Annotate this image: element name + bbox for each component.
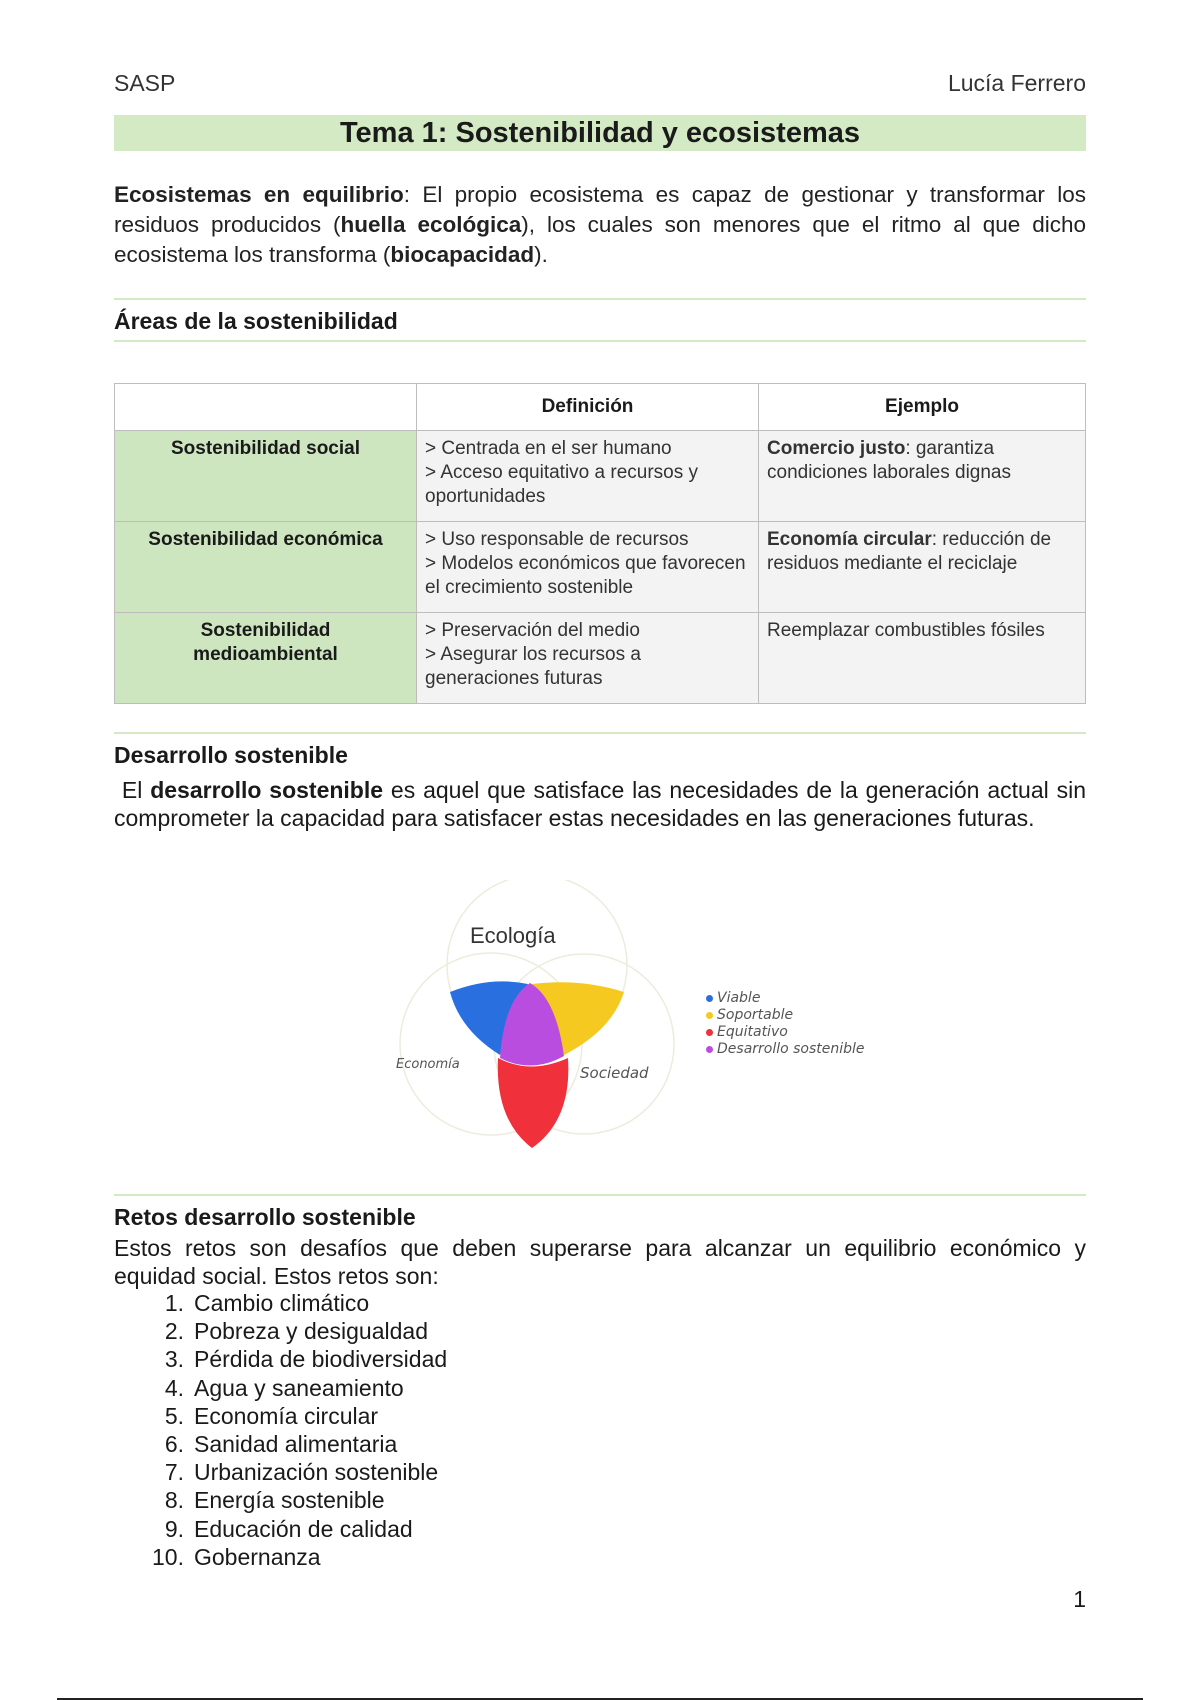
list-item-number: 4.: [164, 1374, 184, 1401]
list-item-label: Sanidad alimentaria: [194, 1431, 398, 1458]
list-item: [144, 1543, 447, 1571]
list-item: [144, 1345, 447, 1373]
desarrollo-pre: El: [114, 777, 151, 803]
desarrollo-text: es aquel que satisface las necesidades de la generación actual sin comprometer la capacidad para satisfacer estas necesidades en las generaciones futuras.: [114, 777, 1086, 831]
list-item-number: 6.: [164, 1431, 184, 1458]
intro-paragraph: [114, 180, 1086, 270]
section-divider: [114, 340, 1086, 342]
legend-item: [706, 990, 865, 1007]
definition-line: > Preservación del medio: [425, 620, 640, 641]
list-item-label: Agua y saneamiento: [194, 1374, 404, 1401]
list-item-number: 7.: [164, 1459, 184, 1486]
legend-label: Soportable: [717, 1007, 794, 1023]
example-term: Economía circular: [767, 529, 932, 550]
list-item-label: Cambio climático: [194, 1290, 370, 1316]
row-name: Sostenibilidad medioambiental: [115, 613, 417, 704]
venn-region-equitativo: [498, 1058, 569, 1148]
list-item-number: 1.: [164, 1290, 184, 1316]
list-item-number: 9.: [164, 1515, 184, 1542]
legend-item: [706, 1024, 865, 1041]
list-item-label: Urbanización sostenible: [194, 1459, 439, 1486]
header-author: Lucía Ferrero: [947, 70, 1086, 96]
list-item: [144, 1515, 447, 1543]
table-row: [115, 431, 1086, 522]
example-text: Reemplazar combustibles fósiles: [767, 620, 1045, 641]
page-number: 1: [1073, 1586, 1086, 1612]
list-item: [144, 1458, 447, 1486]
legend-label: Viable: [717, 990, 761, 1006]
section-heading-retos: Retos desarrollo sostenible: [114, 1204, 416, 1230]
list-item-label: Educación de calidad: [194, 1515, 413, 1542]
list-item-number: 5.: [164, 1402, 184, 1429]
venn-label-economia: Economía: [396, 1057, 460, 1072]
header-course: SASP: [114, 70, 176, 96]
definition-line: > Uso responsable de recursos: [425, 529, 689, 550]
table-header-cell: [115, 384, 417, 431]
legend-label: Desarrollo sostenible: [717, 1041, 865, 1057]
legend-item: [706, 1041, 865, 1058]
example-term: Comercio justo: [767, 438, 906, 459]
list-item-number: 8.: [164, 1487, 184, 1514]
desarrollo-paragraph: [114, 776, 1086, 832]
areas-table: [114, 383, 1086, 704]
definition-line: > Modelos económicos que favorecen el crecimiento sostenible: [425, 553, 746, 598]
row-name: Sostenibilidad económica: [115, 522, 417, 613]
row-definition: [417, 431, 759, 522]
row-example: [759, 431, 1086, 522]
venn-label-sociedad: Sociedad: [580, 1064, 649, 1082]
list-item: [144, 1374, 447, 1402]
list-item-label: Gobernanza: [194, 1543, 321, 1570]
row-example: [759, 613, 1086, 704]
list-item-label: Energía sostenible: [194, 1487, 385, 1514]
legend-item: [706, 1007, 865, 1024]
venn-legend: [706, 990, 865, 1058]
legend-dot-icon: [706, 1046, 713, 1053]
legend-dot-icon: [706, 1029, 713, 1036]
intro-term: Ecosistemas en equilibrio: [114, 182, 404, 207]
definition-line: > Centrada en el ser humano: [425, 438, 672, 459]
table-row: [115, 613, 1086, 704]
legend-label: Equitativo: [717, 1024, 788, 1040]
example-text: : garantiza condiciones laborales dignas: [767, 438, 1011, 483]
section-heading-desarrollo: Desarrollo sostenible: [114, 742, 348, 768]
section-desarrollo: [114, 732, 1086, 770]
list-item-number: 3.: [164, 1346, 184, 1373]
row-name: Sostenibilidad social: [115, 431, 417, 522]
venn-diagram: [380, 880, 700, 1180]
list-item-label: Pérdida de biodiversidad: [194, 1346, 448, 1373]
section-areas: [114, 298, 1086, 342]
table-row: [115, 522, 1086, 613]
intro-term: huella ecológica: [340, 212, 522, 237]
venn-label-ecologia: Ecología: [470, 923, 556, 948]
list-item-number: 10.: [152, 1543, 184, 1570]
list-item-label: Pobreza y desigualdad: [194, 1318, 428, 1345]
legend-dot-icon: [706, 1012, 713, 1019]
row-definition: [417, 613, 759, 704]
retos-paragraph: Estos retos son desafíos que deben superarse para alcanzar un equilibrio económico y equidad social. Estos retos son:: [114, 1235, 1086, 1289]
list-item: [144, 1486, 447, 1514]
list-item-label: Economía circular: [194, 1402, 379, 1429]
definition-line: > Asegurar los recursos a generaciones futuras: [425, 644, 641, 689]
intro-term: biocapacidad: [390, 242, 535, 267]
row-definition: [417, 522, 759, 613]
list-item: [144, 1430, 447, 1458]
section-heading-areas: Áreas de la sostenibilidad: [114, 308, 398, 334]
list-item: [144, 1317, 447, 1345]
list-item: [144, 1402, 447, 1430]
example-text: : reducción de residuos mediante el reciclaje: [767, 529, 1052, 574]
table-header-cell: Ejemplo: [759, 384, 1086, 431]
table-header-cell: Definición: [417, 384, 759, 431]
intro-text: ), los cuales son menores que el ritmo al que dicho ecosistema los transforma (: [114, 212, 1086, 267]
definition-line: > Acceso equitativo a recursos y oportunidades: [425, 462, 699, 507]
list-item-number: 2.: [164, 1318, 184, 1345]
section-retos: [114, 1194, 1086, 1232]
row-example: [759, 522, 1086, 613]
page-title: Tema 1: Sostenibilidad y ecosistemas: [114, 115, 1086, 151]
retos-list: [144, 1289, 447, 1571]
desarrollo-term: desarrollo sostenible: [150, 777, 384, 803]
intro-text: : El propio ecosistema es capaz de gestionar y transformar los residuos producidos (: [114, 182, 1087, 237]
list-item: [144, 1289, 447, 1317]
legend-dot-icon: [706, 995, 713, 1002]
intro-text: ).: [534, 242, 548, 267]
